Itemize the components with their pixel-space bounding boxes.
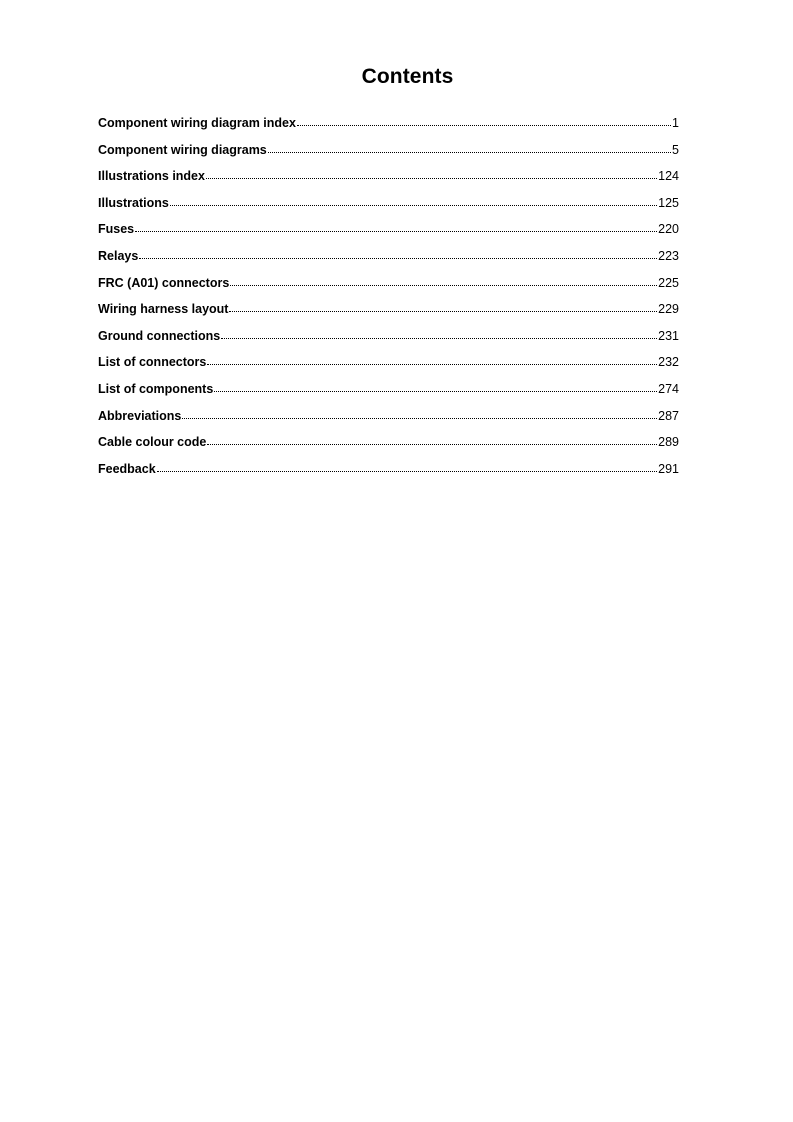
toc-entry-page-number: 232 — [658, 355, 679, 370]
dot-leader — [206, 168, 657, 180]
dot-leader — [214, 381, 657, 393]
toc-entry-label: Illustrations index — [98, 169, 205, 184]
dot-leader — [157, 461, 657, 473]
toc-entry-component-wiring-diagrams[interactable] — [98, 141, 679, 168]
dot-leader — [268, 142, 671, 154]
toc-entry-page-number: 125 — [658, 195, 679, 210]
toc-entry-wiring-harness-layout[interactable] — [98, 300, 679, 327]
toc-entry-label: Wiring harness layout — [98, 302, 229, 317]
toc-entry-feedback[interactable] — [98, 460, 679, 487]
toc-entry-cable-colour-code[interactable] — [98, 433, 679, 460]
dot-leader — [170, 195, 657, 207]
toc-entry-label: Component wiring diagram index — [98, 116, 296, 130]
toc-entry-list-of-connectors[interactable] — [98, 353, 679, 380]
toc-entry-frc-connectors[interactable] — [98, 274, 679, 301]
toc-entry-label: List of connectors — [98, 355, 207, 370]
toc-entry-illustrations[interactable] — [98, 194, 679, 221]
toc-entry-abbreviations[interactable] — [98, 407, 679, 434]
dot-leader — [139, 248, 657, 260]
toc-entry-list-of-components[interactable] — [98, 380, 679, 407]
dot-leader — [182, 408, 657, 420]
toc-entry-label: Abbreviations — [98, 408, 182, 423]
toc-entry-page-number: 124 — [658, 169, 679, 184]
toc-entry-label: Illustrations — [98, 195, 169, 210]
toc-entry-fuses[interactable] — [98, 220, 679, 247]
toc-entry-page-number: 291 — [658, 461, 679, 476]
toc-entry-page-number: 5 — [672, 142, 679, 157]
toc-entry-label: List of components — [98, 381, 214, 396]
toc-entry-ground-connections[interactable] — [98, 327, 679, 354]
toc-entry-relays[interactable] — [98, 247, 679, 274]
toc-entry-page-number: 289 — [658, 435, 679, 450]
toc-entry-page-number: 220 — [658, 222, 679, 237]
dot-leader — [229, 301, 657, 313]
toc-entry-label: Ground connections — [98, 328, 221, 343]
toc-entry-label: Fuses — [98, 222, 135, 237]
table-of-contents — [98, 114, 679, 486]
toc-entry-page-number: 231 — [658, 328, 679, 343]
page-title: Contents — [361, 65, 454, 88]
dot-leader — [221, 328, 657, 340]
toc-entry-page-number: 223 — [658, 248, 679, 263]
toc-entry-page-number: 1 — [672, 116, 679, 130]
toc-entry-label: Relays — [98, 248, 139, 263]
toc-entry-label: FRC (A01) connectors — [98, 275, 230, 290]
dot-leader — [135, 221, 657, 233]
toc-entry-page-number: 229 — [658, 302, 679, 317]
dot-leader — [297, 115, 671, 127]
dot-leader — [207, 434, 657, 446]
dot-leader — [230, 275, 657, 287]
toc-entry-label: Component wiring diagrams — [98, 142, 267, 157]
toc-entry-page-number: 287 — [658, 408, 679, 423]
toc-entry-illustrations-index[interactable] — [98, 167, 679, 194]
toc-entry-component-wiring-diagram-index[interactable] — [98, 114, 679, 141]
toc-entry-page-number: 225 — [658, 275, 679, 290]
toc-entry-label: Cable colour code — [98, 435, 207, 450]
toc-entry-label: Feedback — [98, 461, 156, 476]
dot-leader — [207, 354, 657, 366]
toc-entry-page-number: 274 — [658, 381, 679, 396]
